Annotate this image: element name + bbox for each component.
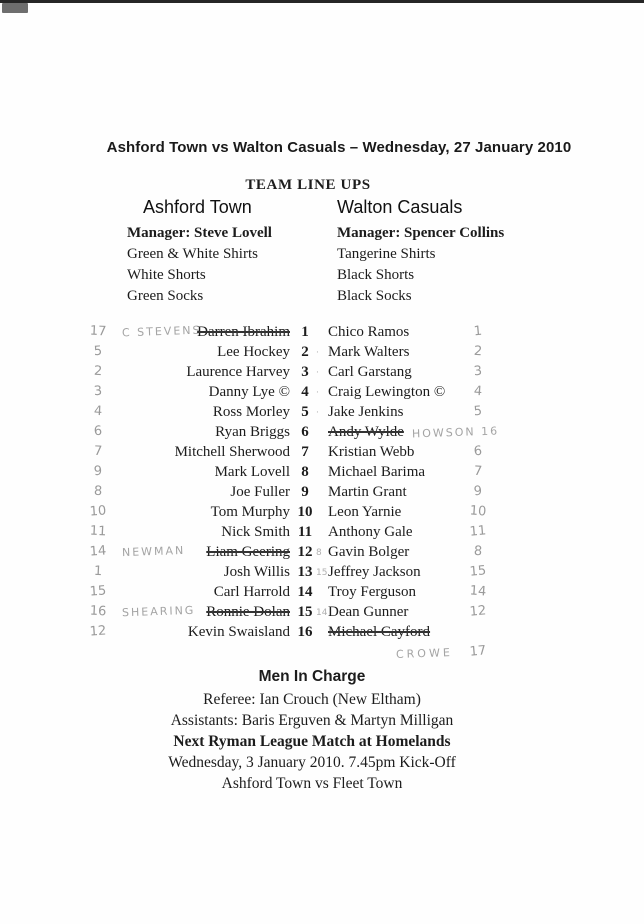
home-kit-socks: Green Socks	[127, 288, 204, 304]
pencil-mark-handwritten: 14	[316, 608, 328, 618]
home-player-name: Ronnie Dolan	[206, 604, 290, 620]
home-substitution-note-handwritten: SHEARING	[121, 603, 196, 620]
home-player-name: Carl Harrold	[213, 584, 290, 600]
lineup-row	[60, 402, 600, 422]
next-match-fixture: Ashford Town vs Fleet Town	[221, 775, 403, 792]
away-kit-shorts: Black Shorts	[337, 267, 415, 283]
away-player-name	[328, 562, 421, 582]
pencil-mark-handwritten: ·	[316, 368, 319, 378]
home-shirt-number-handwritten: 14	[89, 543, 107, 560]
home-kit-shorts: White Shorts	[127, 267, 206, 283]
away-player-name-text: Troy Ferguson	[328, 584, 416, 600]
printed-row-number: 5	[301, 404, 309, 420]
away-shirt-number-handwritten: 15	[469, 563, 487, 580]
lineup-row	[60, 482, 600, 502]
printed-row-number: 7	[301, 444, 309, 460]
away-player-name	[328, 342, 409, 362]
home-shirt-number-handwritten: 4	[93, 403, 103, 420]
printed-row-number: 8	[301, 464, 309, 480]
away-player-name	[328, 402, 403, 422]
home-shirt-number-handwritten: 10	[89, 503, 107, 520]
home-shirt-number-handwritten: 1	[93, 563, 103, 580]
away-player-name-text: Dean Gunner	[328, 604, 409, 620]
home-player-name: Liam Geering	[206, 544, 290, 560]
assistants-line: Assistants: Baris Erguven & Martyn Milligan	[170, 712, 454, 729]
home-substitution-note-handwritten: NEWMAN	[121, 543, 186, 560]
lineup-row	[60, 562, 600, 582]
printed-row-number: 14	[297, 584, 313, 600]
home-player-name: Laurence Harvey	[186, 364, 290, 380]
printed-row-number: 4	[301, 384, 309, 400]
lineup-row	[60, 502, 600, 522]
home-player-name: Nick Smith	[221, 524, 290, 540]
printed-row-number: 12	[297, 544, 313, 560]
away-shirt-number-handwritten: 4	[473, 383, 483, 400]
away-player-name	[328, 522, 413, 542]
referee-line: Referee: Ian Crouch (New Eltham)	[203, 691, 421, 708]
away-player-name	[328, 582, 416, 602]
away-shirt-number-handwritten: 7	[473, 463, 483, 480]
lineup-row	[60, 422, 600, 442]
home-shirt-number-handwritten: 3	[93, 383, 103, 400]
home-substitution-note-handwritten: C STEVENS	[121, 323, 202, 340]
away-player-name-text: Martin Grant	[328, 484, 407, 500]
away-player-name-text: Mark Walters	[328, 344, 410, 360]
printed-row-number: 13	[297, 564, 313, 580]
away-kit-socks: Black Socks	[337, 288, 412, 304]
away-player-name	[328, 462, 425, 482]
home-player-name: Darren Ibrahim	[197, 324, 290, 340]
home-player-name: Lee Hockey	[217, 344, 290, 360]
pencil-mark-handwritten: ·	[316, 408, 319, 418]
home-team-name: Ashford Town	[143, 197, 252, 217]
home-shirt-number-handwritten: 7	[93, 443, 103, 460]
away-shirt-number-handwritten: 6	[473, 443, 483, 460]
home-team-manager: Manager: Steve Lovell	[127, 225, 272, 241]
away-kit-shirts: Tangerine Shirts	[337, 246, 436, 262]
away-player-name	[328, 482, 407, 502]
away-player-name-text: Anthony Gale	[328, 524, 413, 540]
away-player-name-text: Andy Wylde	[328, 424, 404, 440]
printed-row-number: 9	[301, 484, 309, 500]
printed-row-number: 16	[297, 624, 313, 640]
away-player-name-text: Jake Jenkins	[328, 404, 404, 420]
away-player-name	[328, 422, 499, 443]
pencil-mark-handwritten: 8	[316, 548, 322, 558]
printed-row-number: 15	[297, 604, 313, 620]
away-substitution-note-handwritten: CROWE	[395, 646, 454, 661]
home-player-name: Ross Morley	[212, 404, 290, 420]
away-player-name-text: Carl Garstang	[328, 364, 412, 380]
scan-edge-artifact	[0, 0, 644, 3]
men-in-charge-heading: Men In Charge	[258, 668, 366, 685]
home-shirt-number-handwritten: 12	[89, 623, 107, 640]
home-player-name: Josh Willis	[223, 564, 290, 580]
lineup-row	[60, 542, 600, 562]
away-player-name	[328, 382, 445, 402]
away-player-name	[328, 322, 409, 342]
home-shirt-number-handwritten: 11	[89, 523, 107, 540]
away-shirt-number-handwritten: 5	[473, 403, 483, 420]
printed-row-number: 6	[301, 424, 309, 440]
away-team-manager: Manager: Spencer Collins	[337, 225, 505, 241]
printed-row-number: 1	[301, 324, 309, 340]
lineup-row	[60, 582, 600, 602]
home-team-column	[127, 197, 272, 307]
scan-corner-artifact	[2, 3, 28, 13]
away-player-name-text: Craig Lewington ©	[328, 384, 446, 400]
away-player-name	[328, 362, 412, 382]
pencil-mark-handwritten: ·	[316, 348, 319, 358]
away-player-name	[328, 542, 409, 562]
printed-row-number: 2	[301, 344, 309, 360]
home-player-name: Mark Lovell	[214, 464, 290, 480]
home-shirt-number-handwritten: 15	[89, 583, 107, 600]
home-shirt-number-handwritten: 16	[89, 603, 107, 620]
lineup-row	[60, 382, 600, 402]
away-player-name	[328, 442, 414, 462]
away-shirt-number-handwritten: 11	[469, 523, 487, 540]
printed-row-number: 11	[297, 524, 313, 540]
home-player-name: Tom Murphy	[210, 504, 290, 520]
lineup-row	[60, 642, 600, 662]
away-shirt-number-handwritten: 8	[473, 543, 483, 560]
home-shirt-number-handwritten: 2	[93, 363, 103, 380]
away-shirt-number-handwritten: 10	[469, 503, 487, 520]
away-player-name-text: Chico Ramos	[328, 324, 410, 340]
away-substitution-note-handwritten: HOWSON 16	[411, 424, 500, 441]
pencil-mark-handwritten: 15	[316, 568, 328, 578]
home-shirt-number-handwritten: 17	[89, 323, 107, 340]
away-shirt-number-handwritten: 9	[473, 483, 483, 500]
away-player-name-text: Michael Cayford	[328, 624, 431, 640]
away-player-name	[328, 602, 408, 622]
match-title: Ashford Town vs Walton Casuals – Wednesday, 27 January 2010	[106, 139, 572, 156]
home-shirt-number-handwritten: 5	[93, 343, 103, 360]
lineup-row	[60, 602, 600, 622]
home-kit-shirts: Green & White Shirts	[127, 246, 258, 262]
printed-row-number: 10	[297, 504, 313, 520]
away-shirt-number-handwritten: 14	[469, 583, 487, 600]
away-player-name-text: Leon Yarnie	[328, 504, 402, 520]
home-shirt-number-handwritten: 8	[93, 483, 103, 500]
home-player-name: Joe Fuller	[230, 484, 290, 500]
lineup-row	[60, 522, 600, 542]
home-shirt-number-handwritten: 6	[93, 423, 103, 440]
section-title-team-line-ups: TEAM LINE UPS	[245, 177, 371, 193]
home-shirt-number-handwritten: 9	[93, 463, 103, 480]
next-match-datetime: Wednesday, 3 January 2010. 7.45pm Kick-Off	[168, 754, 456, 771]
home-player-name: Ryan Briggs	[215, 424, 290, 440]
away-player-name-text: Kristian Webb	[328, 444, 415, 460]
lineup-row	[60, 342, 600, 362]
lineup-table	[60, 322, 600, 662]
lineup-row	[60, 622, 600, 642]
home-player-name: Danny Lye ©	[208, 384, 290, 400]
lineup-row	[60, 322, 600, 342]
away-player-name-text: Michael Barima	[328, 464, 426, 480]
away-player-name	[328, 502, 401, 522]
away-player-name-text: Gavin Bolger	[328, 544, 410, 560]
lineup-row	[60, 462, 600, 482]
away-shirt-number-handwritten: 12	[469, 603, 487, 620]
printed-row-number: 3	[301, 364, 309, 380]
home-player-name: Mitchell Sherwood	[174, 444, 290, 460]
away-shirt-number-handwritten: 2	[473, 343, 483, 360]
away-shirt-number-handwritten: 17	[469, 643, 487, 660]
lineup-row	[60, 362, 600, 382]
away-team-column	[337, 197, 504, 307]
home-player-name: Kevin Swaisland	[187, 624, 290, 640]
away-shirt-number-handwritten: 1	[473, 323, 483, 340]
away-shirt-number-handwritten: 3	[473, 363, 483, 380]
lineup-row	[60, 442, 600, 462]
away-player-name-text: Jeffrey Jackson	[328, 564, 421, 580]
away-player-name	[328, 622, 430, 642]
away-team-name: Walton Casuals	[337, 197, 463, 217]
next-match-title: Next Ryman League Match at Homelands	[173, 733, 451, 750]
pencil-mark-handwritten: ·	[316, 388, 319, 398]
